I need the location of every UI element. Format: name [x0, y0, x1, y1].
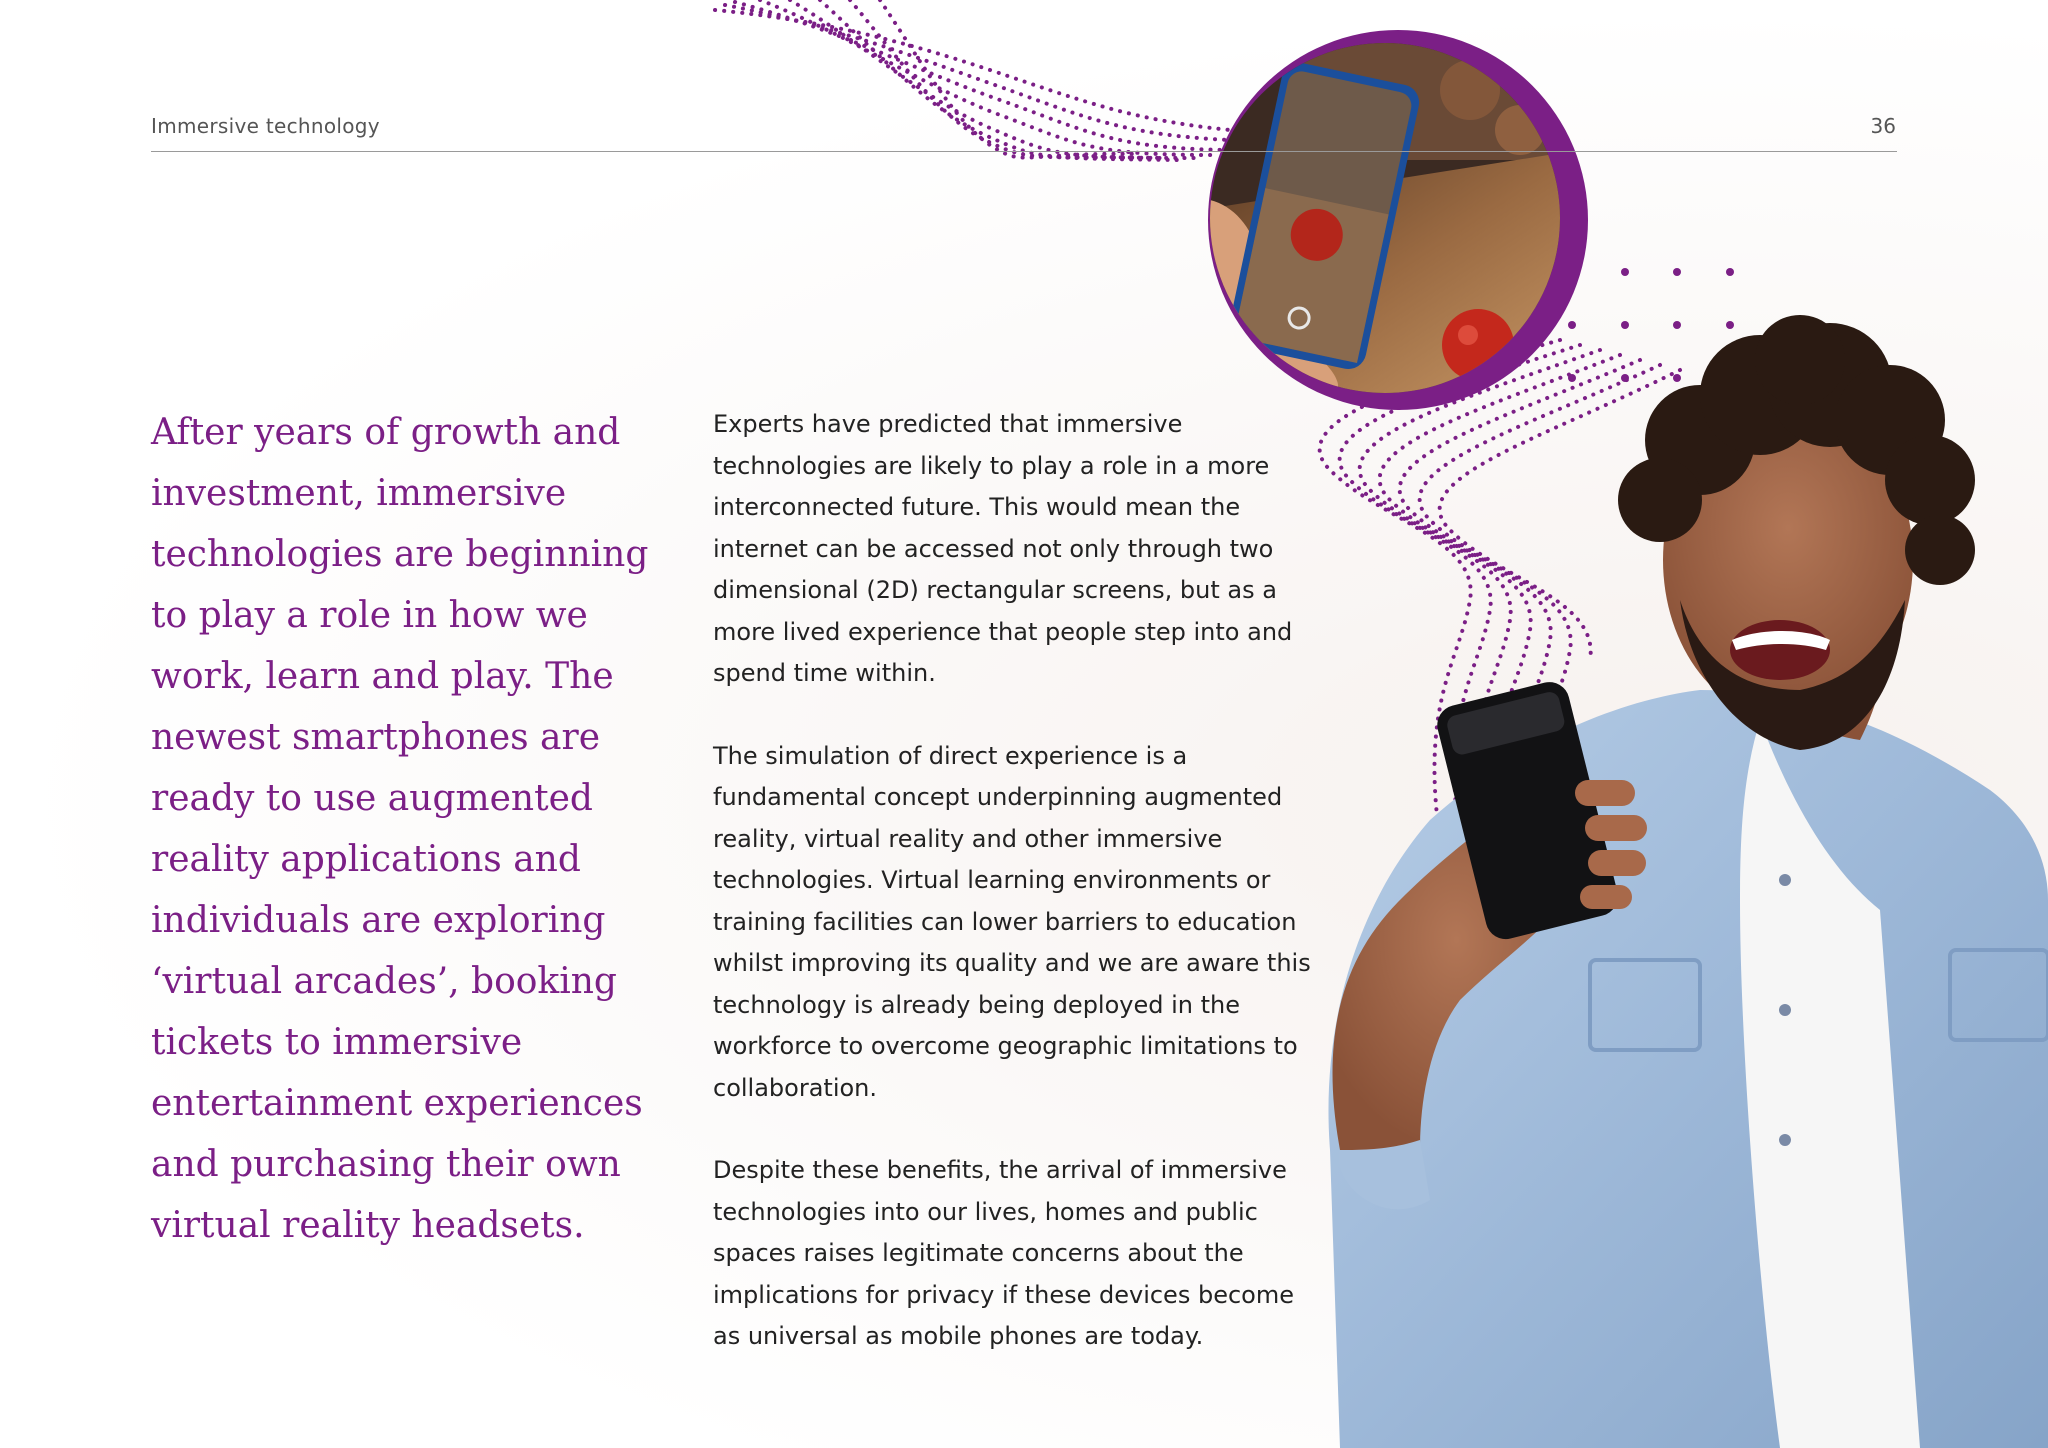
header-divider	[151, 151, 1897, 152]
man-with-phone-photo	[1328, 315, 2048, 1448]
body-paragraph: The simulation of direct experience is a fundamental concept underpinning augmented reality, virtual reality and other immersive technologies. Virtual learning environments or training facilities can lower barriers to education whilst improving its quality and we are aware this technology is already being deployed in the workforce to overcome geographic limitations to collaboration.	[713, 741, 1311, 1102]
body-paragraph: Despite these benefits, the arrival of immersive technologies into our lives, homes and public spaces raises legitimate concerns about the implications for privacy if these devices become as universal as mobile phones are today.	[713, 1156, 1294, 1350]
ar-phone-photo	[1200, 30, 1588, 410]
pull-quote: After years of growth and investment, immersive technologies are beginning to play a role in how we work, learn and play. The newest smartphones are ready to use augmented reality applications and individuals are exploring ‘virtual arcades’, booking tickets to immersive entertainment experiences and purchasing their own virtual reality headsets.	[151, 412, 649, 1246]
page-number: 36	[1870, 114, 1896, 138]
body-paragraph: Experts have predicted that immersive technologies are likely to play a role in a more interconnected future. This would mean the internet can be accessed not only through two dimensional (2D) rectangular screens, but as a more lived experience that people step into and spend time within.	[713, 410, 1293, 687]
body-text	[713, 404, 1313, 1399]
section-label: Immersive technology	[151, 114, 380, 138]
top-dotted-wave	[715, 0, 1230, 160]
